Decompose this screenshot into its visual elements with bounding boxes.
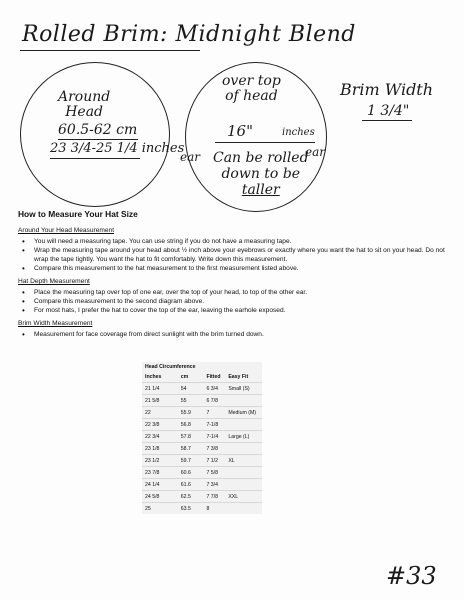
rolled-note-line-3: taller <box>241 182 280 198</box>
brim-width-label: Brim Width <box>340 80 434 99</box>
handwritten-title: Rolled Brim: Midnight Blend <box>22 22 356 47</box>
table-cell: XXL <box>225 491 262 503</box>
list-item: • You will need a measuring tape. You can use string if you do not have a measuring tape. <box>18 237 448 246</box>
table-cell: 24 1/4 <box>142 479 178 491</box>
table-cell: 7-1/4 <box>203 431 225 443</box>
rolled-note <box>213 150 309 198</box>
table-cell: 23 1/8 <box>142 443 178 455</box>
table-cell <box>225 467 262 479</box>
list-item: • Compare this measurement to the hat measurement to the first measurement listed above. <box>18 264 448 273</box>
table-cell: 6 7/8 <box>203 395 225 407</box>
table-row <box>142 419 262 431</box>
rolled-note-line-1: Can be rolled <box>213 150 309 166</box>
table-cell: 23 1/2 <box>142 455 178 467</box>
section-list-around-head <box>18 237 448 273</box>
section-list-hat-depth <box>18 288 448 315</box>
table-row <box>142 443 262 455</box>
section-title-around-head: Around Your Head Measurement <box>18 227 115 234</box>
inch-underline <box>50 158 140 159</box>
section-title-hat-depth: Hat Depth Measurement <box>18 278 90 285</box>
table-row <box>142 455 262 467</box>
around-head-line-1: Around <box>58 89 111 105</box>
depth-unit: inches <box>282 127 315 138</box>
table-row <box>142 479 262 491</box>
table-cell <box>225 395 262 407</box>
ear-left-label: ear <box>180 150 200 164</box>
table-cell: 61.6 <box>178 479 204 491</box>
table-cell: Large (L) <box>225 431 262 443</box>
list-item: • Wrap the measuring tape around your head about ½ inch above your eyebrows or exactly where you want the hat to sit on your head. Do not wrap the tape tightly. You want the hat to fit comfortably. Write down this measurement. <box>18 246 448 264</box>
table-cell: 63.5 <box>178 503 204 515</box>
table-cell: 7 7/8 <box>203 491 225 503</box>
table-row <box>142 467 262 479</box>
table-cell: Medium (M) <box>225 407 262 419</box>
table-cell: 7-1/8 <box>203 419 225 431</box>
table-cell: 58.7 <box>178 443 204 455</box>
table-row <box>142 407 262 419</box>
table-cell: 55.9 <box>178 407 204 419</box>
table-cell: 7 3/4 <box>203 479 225 491</box>
rolled-note-line-2: down to be <box>221 166 301 182</box>
page-number: #33 <box>386 562 437 590</box>
table-cell <box>225 503 262 515</box>
instructions-heading: How to Measure Your Hat Size <box>18 209 138 219</box>
instructions <box>18 210 448 343</box>
table-cell: 54 <box>178 383 204 395</box>
section-list-brim-width <box>18 330 448 339</box>
table-cell <box>225 443 262 455</box>
depth-underline <box>215 142 315 143</box>
table-cell: 22 <box>142 407 178 419</box>
table-cell: 55 <box>178 395 204 407</box>
title-underline <box>20 50 200 51</box>
table-cell <box>225 479 262 491</box>
table-cell: 7 1/2 <box>203 455 225 467</box>
over-top-line-1: over top <box>222 73 281 89</box>
column-header: cm <box>180 374 189 380</box>
head-inch-measurement: 23 3/4-25 1/4 inches <box>50 141 185 156</box>
table-cell: 59.7 <box>178 455 204 467</box>
list-item-note: • For most hats, I prefer the hat to cover the top of the ear, leaving the earhole exposed. <box>18 306 448 315</box>
brim-underline <box>362 120 412 121</box>
table-row <box>142 491 262 503</box>
table-row <box>142 395 262 407</box>
table-cell: 22 3/4 <box>142 431 178 443</box>
depth-value: 16" <box>227 122 253 140</box>
table-cell: 8 <box>203 503 225 515</box>
table-cell: 7 <box>203 407 225 419</box>
table-cell: XL <box>225 455 262 467</box>
table-cell: 57.8 <box>178 431 204 443</box>
table-row <box>142 383 262 395</box>
column-header: Easy Fit <box>228 374 249 380</box>
table-cell: 25 <box>142 503 178 515</box>
table-cell: 21 1/4 <box>142 383 178 395</box>
list-item: • Compare this measurement to the second diagram above. <box>18 297 448 306</box>
table-cell: 62.5 <box>178 491 204 503</box>
table-body <box>142 383 262 515</box>
around-head-label <box>58 90 110 120</box>
around-head-line-2: Head <box>65 104 104 120</box>
table-row <box>142 431 262 443</box>
table-cell: 60.6 <box>178 467 204 479</box>
over-top-line-2: of head <box>225 88 278 104</box>
table-cell: 7 5/8 <box>203 467 225 479</box>
table-cell: 6 3/4 <box>203 383 225 395</box>
over-top-label <box>222 74 281 104</box>
brim-width-value: 1 3/4" <box>367 103 410 119</box>
hat-size-table <box>142 362 262 514</box>
table-cell: 24 5/8 <box>142 491 178 503</box>
list-item: • Place the measuring tap over top of one ear, over the top of your head, to top of the other ear. <box>18 288 448 297</box>
cm-underline <box>58 139 138 140</box>
column-header: Fitted <box>206 374 221 380</box>
table-cell: 22 3/8 <box>142 419 178 431</box>
section-title-brim-width: Brim Width Measurement <box>18 320 93 327</box>
head-cm-measurement: 60.5-62 cm <box>58 122 138 138</box>
table-cell: 23 7/8 <box>142 467 178 479</box>
table-cell: 21 5/8 <box>142 395 178 407</box>
table-group-header: Head Circumference <box>145 364 196 370</box>
table-cell: 7 3/8 <box>203 443 225 455</box>
table-cell <box>225 419 262 431</box>
column-header: Inches <box>145 374 162 380</box>
table-cell: 56.8 <box>178 419 204 431</box>
table-row <box>142 503 262 515</box>
ear-right-label: ear <box>305 145 325 159</box>
table-cell: Small (S) <box>225 383 262 395</box>
list-item: • Measurement for face coverage from direct sunlight with the brim turned down. <box>18 330 448 339</box>
